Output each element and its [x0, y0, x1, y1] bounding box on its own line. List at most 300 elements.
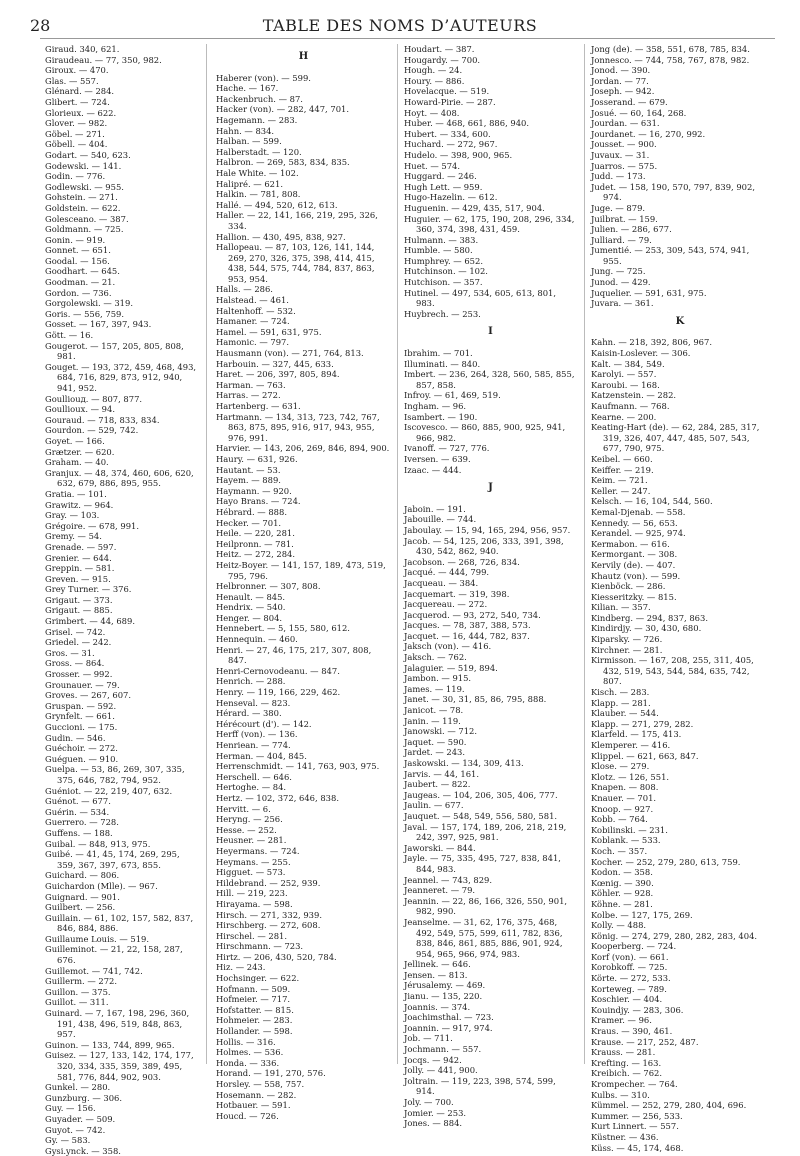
author-entry: Huguenin. — 429, 435, 517, 904.: [404, 202, 545, 213]
author-entry: Guibé. — 41, 45, 174, 269, 295, 359, 367, 397, 673, 855.: [45, 849, 180, 870]
author-entry: Huybrech. — 253.: [404, 308, 481, 319]
author-entry: Halberstadt. — 120.: [216, 146, 302, 157]
author-entry: Grosser. — 992.: [45, 669, 113, 680]
author-entry: König. — 274, 279, 280, 282, 283, 404.: [591, 930, 758, 941]
author-entry: Harbouin. — 327, 445, 633.: [216, 358, 334, 369]
author-entry: Kreibich. — 762.: [591, 1068, 663, 1079]
author-entry: Göbell. — 404.: [45, 139, 108, 150]
author-entry: Gy. — 583.: [45, 1135, 91, 1146]
author-entry: Jambon. — 915.: [404, 673, 472, 684]
author-entry: Jacques. — 78, 387, 388, 573.: [404, 620, 531, 631]
author-entry: Josserand. — 679.: [591, 96, 668, 107]
author-entry: Hendrix. — 540.: [216, 602, 286, 613]
column-divider: [206, 44, 207, 1064]
author-entry: Keating-Hart (de). — 62, 284, 285, 317, 319, 326, 407, 447, 485, 507, 543, 677, 790, 975.: [591, 422, 760, 454]
author-entry: Houry. — 886.: [404, 75, 465, 86]
author-entry: Jayle. — 75, 335, 495, 727, 838, 841, 844, 983.: [404, 853, 561, 874]
author-entry: Guichardon (Mlle). — 967.: [45, 880, 158, 891]
author-entry: Granjux. — 48, 374, 460, 606, 620, 632, 679, 886, 895, 955.: [45, 467, 194, 489]
author-entry: Guillemot. — 741, 742.: [45, 965, 143, 976]
author-entry: Ibrahim. — 701.: [404, 348, 473, 359]
author-entry: Herff (von). — 136.: [216, 729, 298, 740]
author-entry: Gouget. — 193, 372, 459, 468, 493, 684, 716, 829, 873, 912, 940, 941, 952.: [45, 361, 197, 393]
author-entry: Kœnig. — 390.: [591, 877, 654, 888]
author-entry: Grawitz. — 964.: [45, 499, 114, 510]
author-entry: Knoop. — 927.: [591, 803, 654, 814]
author-entry: Izaac. — 444.: [404, 464, 462, 475]
author-entry: Guillain. — 61, 102, 157, 582, 837, 846, 884, 886.: [45, 912, 194, 934]
author-entry: Hale White. — 102.: [216, 167, 299, 178]
author-entry: Hollis. — 316.: [216, 1036, 276, 1047]
author-entry: Hamaner. — 724.: [216, 316, 290, 327]
author-entry: Humphrey. — 652.: [404, 255, 483, 266]
author-entry: Goldstein. — 622.: [45, 202, 121, 213]
author-entry: Klapp. — 281.: [591, 697, 651, 708]
author-entry: Hallé. — 494, 520, 612, 613.: [216, 199, 338, 210]
author-entry: Gudin. — 546.: [45, 732, 106, 743]
author-entry: Guilleminot. — 21, 22, 158, 287, 676.: [45, 944, 183, 966]
author-entry: Juge. — 879.: [591, 202, 646, 213]
author-entry: Joannin. — 917, 974.: [404, 1022, 493, 1033]
author-entry: Kalt. — 384, 549.: [591, 358, 665, 369]
index-column-2: [216, 44, 391, 1121]
author-entry: Jacqué. — 444, 799.: [404, 567, 490, 578]
author-entry: Gonnet. — 651.: [45, 245, 111, 256]
author-entry: Huggard. — 246.: [404, 171, 477, 182]
author-entry: Holmes. — 536.: [216, 1047, 284, 1058]
author-entry: Göbel. — 271.: [45, 128, 105, 139]
author-entry: Heitz. — 272, 284.: [216, 549, 296, 560]
author-entry: Halls. — 286.: [216, 284, 273, 295]
author-entry: Hackenbruch. — 87.: [216, 93, 303, 104]
author-entry: Goldmann. — 725.: [45, 224, 124, 235]
author-entry: Javal. — 157, 174, 189, 206, 218, 219, 242, 397, 925, 981.: [404, 821, 567, 843]
author-entry: Guéniot. — 22, 219, 407, 632.: [45, 785, 173, 796]
author-entry: Klapp. — 271, 279, 282.: [591, 718, 694, 729]
author-entry: Guisez. — 127, 133, 142, 174, 177, 320, 334, 335, 359, 389, 495, 581, 776, 844, 902, 903.: [45, 1050, 194, 1082]
author-entry: Illuminati. — 840.: [404, 358, 481, 369]
author-entry: Giroux. — 470.: [45, 65, 109, 76]
page-title: TABLE DES NOMS D’AUTEURS: [262, 16, 538, 35]
author-entry: Hutchison. — 357.: [404, 277, 483, 288]
author-entry: Kerandel. — 925, 974.: [591, 528, 686, 539]
author-entry: Henri-Cernovodeanu. — 847.: [216, 665, 340, 676]
author-entry: Horand. — 191, 270, 576.: [216, 1068, 326, 1079]
author-entry: Gremy. — 54.: [45, 531, 102, 542]
author-entry: Hacker (von). — 282, 447, 701.: [216, 104, 350, 115]
author-entry: Jeanneret. — 79.: [404, 885, 476, 896]
author-entry: Harman. — 763.: [216, 379, 286, 390]
author-entry: Jumentié. — 253, 309, 543, 574, 941, 955.: [591, 245, 750, 266]
author-entry: Henry. — 119, 166, 229, 462.: [216, 687, 341, 698]
author-entry: Jaksch (von). — 416.: [404, 641, 492, 652]
author-entry: Hartmann. — 134, 313, 723, 742, 767, 863, 875, 895, 916, 917, 943, 955, 976, 991.: [216, 411, 380, 443]
author-entry: Kilian. — 357.: [591, 602, 651, 613]
author-entry: Kobilinski. — 231.: [591, 824, 668, 835]
author-entry: Hayo Brans. — 724.: [216, 496, 301, 507]
author-entry: Hofstatter. — 815.: [216, 1004, 294, 1015]
author-entry: Kirchner. — 281.: [591, 644, 663, 655]
author-entry: Hollander. — 598.: [216, 1026, 293, 1037]
author-entry: Gougerot. — 157, 205, 805, 808, 981.: [45, 340, 184, 362]
author-entry: Jérusalemy. — 469.: [404, 980, 486, 991]
author-entry: Kervily (de). — 407.: [591, 559, 676, 570]
author-entry: Hallion. — 430, 495, 838, 927.: [216, 231, 346, 242]
author-entry: Hecker. — 701.: [216, 517, 282, 528]
author-entry: Klose. — 279.: [591, 761, 650, 772]
author-entry: Haury. — 631, 926.: [216, 453, 298, 464]
author-entry: Gunkel. — 280.: [45, 1082, 111, 1093]
author-entry: Knauer. — 701.: [591, 792, 657, 803]
author-entry: Godlewski. — 955.: [45, 181, 124, 192]
author-entry: Kocher. — 252, 279, 280, 613, 759.: [591, 856, 741, 867]
author-entry: Guyot. — 742.: [45, 1124, 106, 1135]
author-entry: Haller. — 22, 141, 166, 219, 295, 326, 334.: [216, 210, 378, 231]
author-entry: Iscovesco. — 860, 885, 900, 925, 941, 966, 982.: [404, 422, 566, 443]
index-column-4: [591, 44, 769, 1153]
author-entry: Hough. — 24.: [404, 65, 463, 76]
author-entry: Hertoghe. — 84.: [216, 782, 287, 793]
author-entry: Halipré. — 621.: [216, 178, 283, 189]
author-entry: Heryng. — 256.: [216, 814, 283, 825]
author-entry: Hubert. — 334, 600.: [404, 128, 491, 139]
author-entry: Janowski. — 712.: [404, 726, 478, 737]
author-entry: Hahn. — 834.: [216, 125, 275, 136]
author-entry: Hutchinson. — 102.: [404, 266, 488, 277]
author-entry: Henger. — 804.: [216, 612, 283, 623]
author-entry: Jung. — 725.: [591, 266, 646, 277]
author-entry: Grisel. — 742.: [45, 626, 106, 637]
author-entry: Jacquet. — 16, 444, 782, 837.: [404, 630, 530, 641]
author-entry: Kiparsky. — 726.: [591, 634, 663, 645]
author-entry: Jeannin. — 22, 86, 166, 326, 550, 901, 982, 990.: [404, 895, 568, 917]
author-entry: Horsley. — 558, 757.: [216, 1079, 305, 1089]
author-entry: Higguet. — 573.: [216, 867, 286, 878]
author-entry: Judd. — 173.: [591, 171, 646, 182]
author-entry: Halkin. — 781, 808.: [216, 189, 301, 200]
author-entry: Korteweg. — 789.: [591, 983, 667, 994]
author-entry: Hervitt. — 6.: [216, 803, 271, 814]
author-entry: Guérin. — 534.: [45, 806, 110, 817]
author-entry: Hovelacque. — 519.: [404, 86, 490, 97]
author-entry: Kennedy. — 56, 653.: [591, 517, 678, 528]
author-entry: Infroy. — 61, 469, 519.: [404, 390, 501, 401]
author-entry: Kermorgant. — 308.: [591, 549, 678, 560]
author-entry: Hennequin. — 460.: [216, 634, 298, 645]
author-entry: Glibert. — 724.: [45, 96, 110, 107]
author-entry: Jensen. — 813.: [404, 969, 468, 980]
author-entry: Hertz. — 102, 372, 646, 838.: [216, 792, 339, 803]
author-entry: Gohstein. — 271.: [45, 192, 118, 203]
author-entry: Jomier. — 253.: [404, 1107, 467, 1118]
author-entry: Jong (de). — 358, 551, 678, 785, 834.: [591, 44, 750, 54]
author-entry: Julien. — 286, 677.: [591, 224, 672, 235]
author-entry: Hayem. — 889.: [216, 475, 281, 486]
author-entry: Haymann. — 920.: [216, 485, 292, 496]
author-entry: Goris. — 556, 759.: [45, 308, 125, 319]
author-entry: Gray. — 103.: [45, 510, 100, 521]
author-entry: Hirsch. — 271, 332, 939.: [216, 909, 322, 920]
author-entry: Guibal. — 848, 913, 975.: [45, 838, 151, 849]
author-entry: Koch. — 357.: [591, 845, 648, 856]
author-entry: Guffens. — 188.: [45, 827, 113, 838]
author-entry: Jaboin. — 191.: [404, 503, 466, 514]
author-entry: Hallopeau. — 87, 103, 126, 141, 144, 269, 270, 326, 375, 398, 414, 415, 438, 544, 575, 744, 784, 837, 863, 953, 954.: [216, 242, 375, 284]
author-entry: Juquelier. — 591, 631, 975.: [591, 287, 707, 298]
author-entry: Hildebrand. — 252, 939.: [216, 877, 321, 888]
author-entry: Janin. — 119.: [404, 715, 461, 726]
author-entry: Keller. — 247.: [591, 485, 651, 496]
author-entry: Klauber. — 544.: [591, 708, 659, 719]
author-entry: Ivanoff. — 727, 776.: [404, 443, 490, 454]
author-entry: Goullioux. — 94.: [45, 404, 116, 415]
author-entry: Guéguen. — 910.: [45, 753, 119, 764]
author-entry: Kaufmann. — 768.: [591, 401, 670, 411]
author-entry: Josué. — 60, 164, 268.: [591, 107, 687, 118]
author-entry: Grimbert. — 44, 689.: [45, 616, 135, 627]
column-divider: [584, 44, 585, 1064]
author-entry: Kummer. — 256, 533.: [591, 1110, 683, 1121]
author-entry: Guelpa. — 53, 86, 269, 307, 335, 375, 646, 782, 794, 952.: [45, 764, 185, 785]
author-entry: James. — 119.: [404, 683, 465, 694]
author-entry: Hofmeier. — 717.: [216, 994, 291, 1005]
author-entry: Guillerm. — 272.: [45, 976, 118, 987]
author-entry: Huber. — 468, 661, 886, 940.: [404, 118, 530, 129]
author-entry: Kümmel. — 252, 279, 280, 404, 696.: [591, 1100, 747, 1111]
author-entry: Greppin. — 581.: [45, 563, 115, 574]
author-entry: Jeannel. — 743, 829.: [404, 874, 493, 885]
author-entry: Joltrain. — 119, 223, 398, 574, 599, 914.: [404, 1075, 556, 1097]
author-entry: Julliard. — 79.: [591, 234, 652, 245]
section-letter-k: K: [675, 315, 685, 327]
author-entry: Hébrard. — 888.: [216, 506, 287, 517]
author-entry: Guerrero. — 728.: [45, 817, 119, 828]
author-entry: Kelsch. — 16, 104, 544, 560.: [591, 496, 713, 507]
author-entry: Karolyi. — 557.: [591, 369, 657, 380]
author-entry: Gordon. — 736.: [45, 287, 112, 298]
author-entry: Jourdan. — 631.: [591, 118, 660, 129]
author-entry: Jacob. — 54, 125, 206, 333, 391, 398, 430, 542, 862, 940.: [404, 535, 564, 557]
author-entry: Jabouille. — 744.: [404, 514, 477, 525]
author-entry: Godewski. — 141.: [45, 160, 122, 171]
author-entry: Karoubi. — 168.: [591, 379, 660, 390]
author-entry: Janet. — 30, 31, 85, 86, 795, 888.: [404, 694, 547, 705]
author-entry: Guéchoir. — 272.: [45, 743, 118, 754]
author-entry: Kolly. — 488.: [591, 920, 647, 931]
author-entry: Glover. — 982.: [45, 118, 108, 129]
author-entry: Hougardy. — 700.: [404, 54, 481, 65]
author-entry: Jardet. — 243.: [404, 747, 466, 758]
author-entry: Graham. — 40.: [45, 457, 109, 468]
author-entry: Janicot. — 78.: [404, 705, 464, 716]
author-entry: Guinon. — 133, 744, 899, 965.: [45, 1039, 175, 1050]
author-entry: Hohmeier. — 283.: [216, 1015, 293, 1026]
author-entry: Gosset. — 167, 397, 943.: [45, 319, 152, 330]
author-entry: Hérécourt (d'). — 142.: [216, 718, 312, 729]
header-rule: [40, 38, 775, 39]
author-entry: Halstead. — 461.: [216, 295, 289, 306]
author-entry: Honda. — 336.: [216, 1057, 280, 1068]
author-entry: Goodhart. — 645.: [45, 266, 120, 277]
author-entry: Korf (von). — 661.: [591, 951, 669, 962]
author-entry: Guyader. — 509.: [45, 1113, 116, 1124]
author-entry: Goodman. — 21.: [45, 277, 116, 288]
author-entry: Glénard. — 284.: [45, 86, 115, 97]
author-entry: Griedel. — 242.: [45, 637, 112, 648]
author-entry: Hausmann (von). — 271, 764, 813.: [216, 348, 364, 359]
author-entry: Kramer. — 96.: [591, 1015, 652, 1026]
author-entry: Godart. — 540, 623.: [45, 149, 131, 160]
author-entry: Hérard. — 380.: [216, 708, 282, 719]
author-entry: Grenade. — 597.: [45, 541, 117, 552]
author-entry: Guillon. — 375.: [45, 986, 111, 997]
author-entry: Harvier. — 143, 206, 269, 846, 894, 900.: [216, 443, 390, 454]
author-entry: Guillot. — 311.: [45, 997, 109, 1008]
author-entry: Jarvis. — 44, 161.: [404, 768, 480, 779]
author-entry: Kraus. — 390, 461.: [591, 1026, 673, 1037]
author-entry: Guilbert. — 256.: [45, 902, 116, 913]
author-entry: Hudelo. — 398, 900, 965.: [404, 149, 513, 160]
author-entry: Jaulin. — 677.: [404, 800, 464, 811]
author-entry: Heile. — 220, 281.: [216, 528, 295, 539]
author-entry: Henri. — 27, 46, 175, 217, 307, 808, 847.: [216, 644, 372, 666]
author-entry: Heyermans. — 724.: [216, 845, 300, 856]
author-entry: Gorgolewski. — 319.: [45, 298, 134, 309]
author-entry: Huet. — 574.: [404, 160, 461, 171]
author-entry: Keiffer. — 219.: [591, 464, 654, 475]
author-entry: Jordan. — 77.: [591, 75, 649, 86]
author-entry: Goyet. — 166.: [45, 435, 105, 446]
author-entry: Halban. — 599.: [216, 136, 282, 147]
author-entry: Kobb. — 764.: [591, 814, 648, 825]
author-entry: Henault. — 845.: [216, 591, 286, 602]
author-entry: Giraudeau. — 77, 350, 982.: [45, 54, 162, 65]
author-entry: Jaboulay. — 15, 94, 165, 294, 956, 957.: [404, 524, 571, 535]
author-entry: Jonod. — 390.: [591, 65, 651, 76]
author-entry: Gunzburg. — 306.: [45, 1092, 123, 1103]
author-entry: Goulliouд. — 807, 877.: [45, 393, 143, 404]
author-entry: Hill. — 219, 223.: [216, 888, 288, 899]
author-entry: Jaksch. — 762.: [404, 652, 467, 663]
author-entry: Jaugeas. — 104, 206, 305, 406, 777.: [404, 789, 558, 800]
author-entry: Juilbrat. — 159.: [591, 213, 658, 224]
author-entry: Kindirdjy. — 30, 430, 680.: [591, 623, 702, 634]
author-entry: Küstner. — 436.: [591, 1131, 659, 1142]
author-entry: Hirschmann. — 723.: [216, 941, 304, 952]
author-entry: Gouraud. — 718, 833, 834.: [45, 414, 160, 425]
author-entry: Klarfeld. — 175, 413.: [591, 729, 682, 740]
author-entry: Greven. — 915.: [45, 573, 111, 584]
author-entry: Jacqueau. — 384.: [404, 577, 479, 588]
author-entry: Kemal-Djenab. — 558.: [591, 506, 686, 517]
author-entry: Klippel. — 621, 663, 847.: [591, 750, 699, 761]
author-entry: Jaworski. — 844.: [404, 842, 476, 853]
author-entry: Guichard. — 806.: [45, 870, 120, 881]
author-entry: Hirayama. — 598.: [216, 898, 293, 909]
author-entry: Jellinek. — 646.: [404, 959, 471, 970]
author-entry: Glas. — 557.: [45, 75, 99, 86]
author-entry: Glorieux. — 622.: [45, 107, 117, 118]
author-entry: Hulmann. — 383.: [404, 234, 479, 245]
author-entry: Jacquerod. — 93, 272, 540, 734.: [404, 609, 541, 620]
author-entry: Grigaut. — 373.: [45, 594, 113, 605]
author-entry: Kolbe. — 127, 175, 269.: [591, 909, 693, 920]
author-entry: Klemperer. — 416.: [591, 740, 671, 750]
author-entry: Gros. — 31.: [45, 647, 95, 658]
author-entry: Gratia. — 101.: [45, 488, 107, 499]
author-entry: Koschier. — 404.: [591, 994, 663, 1005]
author-entry: Huguier. — 62, 175, 190, 208, 296, 334, 360, 374, 398, 431, 459.: [404, 213, 575, 235]
author-entry: Junod. — 429.: [591, 277, 651, 288]
author-entry: Houdart. — 387.: [404, 44, 475, 54]
author-entry: Jaskowski. — 134, 309, 413.: [404, 758, 524, 768]
author-entry: Kooperberg. — 724.: [591, 941, 677, 952]
author-entry: Köhne. — 281.: [591, 898, 653, 909]
author-entry: Jianu. — 135, 220.: [404, 991, 483, 1002]
author-entry: Jocqs. — 942.: [404, 1054, 462, 1065]
author-entry: Jacobson. — 268, 726, 834.: [404, 556, 520, 567]
author-entry: Guénot. — 677.: [45, 796, 111, 807]
author-entry: Huchard. — 272, 967.: [404, 139, 498, 150]
author-entry: Kurt Linnert. — 557.: [591, 1121, 679, 1132]
author-entry: Kodon. — 358.: [591, 867, 653, 878]
author-entry: Hagemann. — 283.: [216, 114, 298, 125]
author-entry: Humble. — 580.: [404, 245, 473, 256]
section-letter-i: I: [488, 326, 493, 338]
author-entry: Hamonic. — 797.: [216, 337, 290, 348]
author-entry: Houcd. — 726.: [216, 1110, 279, 1121]
author-entry: Kouindjy. — 283, 306.: [591, 1004, 684, 1015]
author-entry: Hugo-Hazelin. — 612.: [404, 192, 498, 203]
author-entry: Köhler. — 928.: [591, 888, 654, 899]
author-entry: Guignard. — 901.: [45, 891, 120, 902]
author-entry: Hirtz. — 206, 430, 520, 784.: [216, 951, 337, 962]
author-entry: Keim. — 721.: [591, 475, 648, 486]
author-entry: Guinard. — 7, 167, 198, 296, 360, 191, 438, 496, 519, 848, 863, 957.: [45, 1008, 190, 1040]
author-entry: Haltenhoff. — 532.: [216, 305, 296, 316]
author-entry: Juarros. — 575.: [591, 160, 658, 171]
author-entry: Hotbauer. — 591.: [216, 1100, 291, 1111]
index-column-3: [404, 44, 577, 1129]
author-entry: Jochmann. — 557.: [404, 1044, 482, 1055]
author-entry: Judet. — 158, 190, 570, 797, 839, 902, 974.: [591, 181, 755, 203]
author-entry: Gourdon. — 529, 742.: [45, 425, 139, 436]
author-entry: Hochsinger. — 622.: [216, 973, 300, 984]
author-entry: Gonin. — 919.: [45, 234, 106, 245]
author-entry: Jeanselme. — 31, 62, 176, 375, 468, 492, 549, 575, 599, 611, 782, 836, 838, 846, 861, 885, 886, 901, 924, 954, 965, 966, 974, 983.: [404, 916, 563, 959]
author-entry: Katzenstein. — 282.: [591, 390, 677, 401]
author-entry: Hennebert. — 5, 155, 580, 612.: [216, 623, 350, 634]
author-entry: Jones. — 884.: [404, 1118, 463, 1129]
author-entry: Jourdanet. — 16, 270, 992.: [591, 128, 706, 139]
page-number: 28: [30, 16, 51, 35]
author-entry: Kindberg. — 294, 837, 863.: [591, 612, 709, 623]
author-entry: Joseph. — 942.: [591, 86, 655, 97]
author-entry: Helbronner. — 307, 808.: [216, 581, 321, 592]
author-entry: Juvara. — 361.: [591, 298, 654, 309]
author-entry: Krause. — 217, 252, 487.: [591, 1036, 699, 1047]
author-entry: Kirmisson. — 167, 208, 255, 311, 405, 432, 519, 543, 544, 584, 635, 742, 807.: [591, 655, 754, 687]
author-entry: Job. — 711.: [404, 1033, 453, 1044]
author-entry: Giraud. 340, 621.: [45, 44, 120, 54]
author-entry: Hofmann. — 509.: [216, 983, 291, 994]
section-letter-h: H: [298, 51, 309, 62]
author-entry: Küss. — 45, 174, 468.: [591, 1142, 684, 1153]
author-entry: Howard-Pirie. — 287.: [404, 96, 496, 107]
author-entry: Goodal. — 156.: [45, 255, 110, 266]
author-entry: Jauquet. — 548, 549, 556, 580, 581.: [404, 810, 558, 821]
author-entry: Heitz-Boyer. — 141, 157, 189, 473, 519, 795, 796.: [216, 559, 386, 581]
